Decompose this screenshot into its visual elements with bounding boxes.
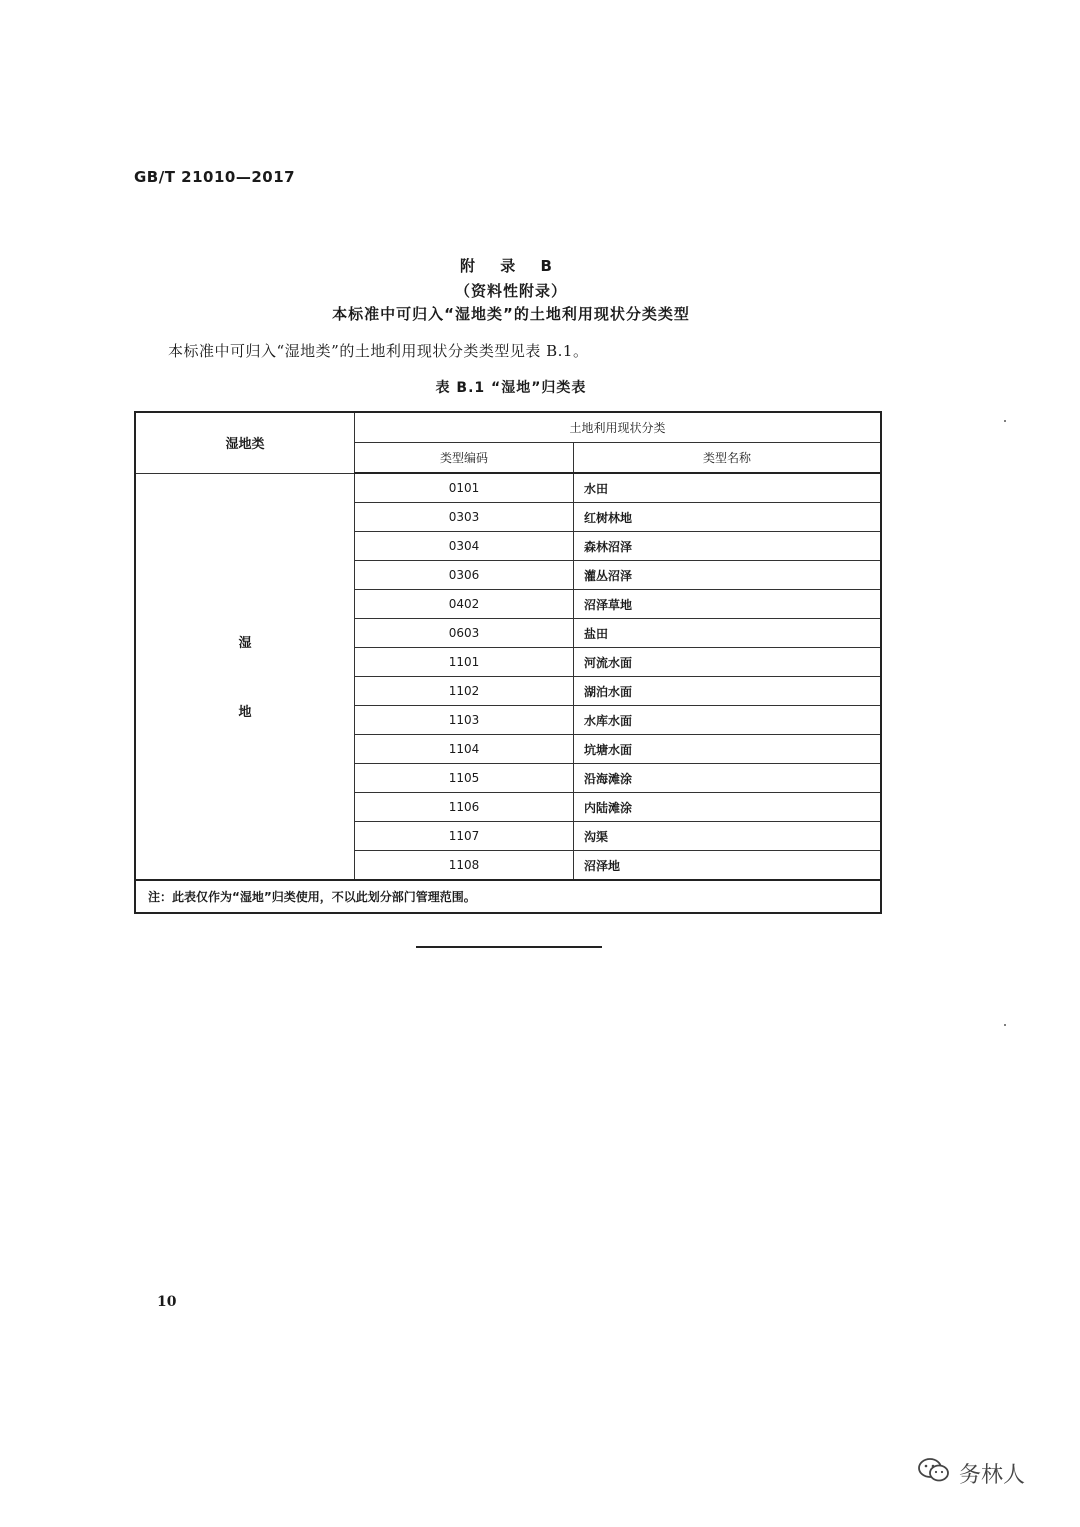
intro-paragraph: 本标准中可归入“湿地类”的土地利用现状分类类型见表 B.1。 xyxy=(168,342,589,360)
category-char: 地 xyxy=(238,705,252,721)
type-code-cell: 1103 xyxy=(355,706,574,735)
type-code-cell: 1105 xyxy=(355,764,574,793)
type-code-cell: 1102 xyxy=(355,677,574,706)
watermark-text: 务林人 xyxy=(959,1462,1026,1488)
watermark xyxy=(917,1456,1025,1490)
type-name-cell: 水库水面 xyxy=(574,706,882,735)
type-name-cell: 水田 xyxy=(574,473,882,503)
header-code: 类型编码 xyxy=(355,443,574,474)
table-caption: 表 B.1 “湿地”归类表 xyxy=(435,380,587,396)
type-code-cell: 0304 xyxy=(355,532,574,561)
type-code-cell: 0101 xyxy=(355,473,574,503)
wetland-table xyxy=(134,411,882,914)
type-code-cell: 0303 xyxy=(355,503,574,532)
type-name-cell: 河流水面 xyxy=(574,648,882,677)
table-note: 注：此表仅作为“湿地”归类使用，不以此划分部门管理范围。 xyxy=(135,880,881,913)
type-code-cell: 0603 xyxy=(355,619,574,648)
appendix-name: 本标准中可归入“湿地类”的土地利用现状分类类型 xyxy=(332,305,690,323)
appendix-subtitle: （资料性附录） xyxy=(454,282,567,300)
end-rule xyxy=(416,946,602,948)
header-name: 类型名称 xyxy=(574,443,882,474)
header-category: 湿地类 xyxy=(135,412,355,473)
standard-code: GB/T 21010—2017 xyxy=(134,168,296,186)
type-code-cell: 0306 xyxy=(355,561,574,590)
type-name-cell: 湖泊水面 xyxy=(574,677,882,706)
scan-speck xyxy=(1004,420,1006,422)
appendix-title: 附 录 B xyxy=(460,257,562,275)
type-name-cell: 沟渠 xyxy=(574,822,882,851)
type-code-cell: 1104 xyxy=(355,735,574,764)
type-code-cell: 1108 xyxy=(355,851,574,881)
type-name-cell: 沿海滩涂 xyxy=(574,764,882,793)
type-name-cell: 盐田 xyxy=(574,619,882,648)
category-char: 湿 xyxy=(238,636,252,652)
header-group: 土地利用现状分类 xyxy=(355,412,882,443)
type-name-cell: 沼泽地 xyxy=(574,851,882,881)
type-name-cell: 红树林地 xyxy=(574,503,882,532)
type-code-cell: 1107 xyxy=(355,822,574,851)
note-row xyxy=(135,880,881,913)
scan-speck xyxy=(1004,1024,1006,1026)
type-name-cell: 内陆滩涂 xyxy=(574,793,882,822)
table-row xyxy=(135,473,881,503)
category-cell xyxy=(135,473,355,880)
type-name-cell: 沼泽草地 xyxy=(574,590,882,619)
wechat-icon xyxy=(917,1456,951,1490)
type-name-cell: 森林沼泽 xyxy=(574,532,882,561)
type-name-cell: 灌丛沼泽 xyxy=(574,561,882,590)
type-code-cell: 1101 xyxy=(355,648,574,677)
type-code-cell: 1106 xyxy=(355,793,574,822)
type-name-cell: 坑塘水面 xyxy=(574,735,882,764)
page-number: 10 xyxy=(157,1294,177,1310)
type-code-cell: 0402 xyxy=(355,590,574,619)
